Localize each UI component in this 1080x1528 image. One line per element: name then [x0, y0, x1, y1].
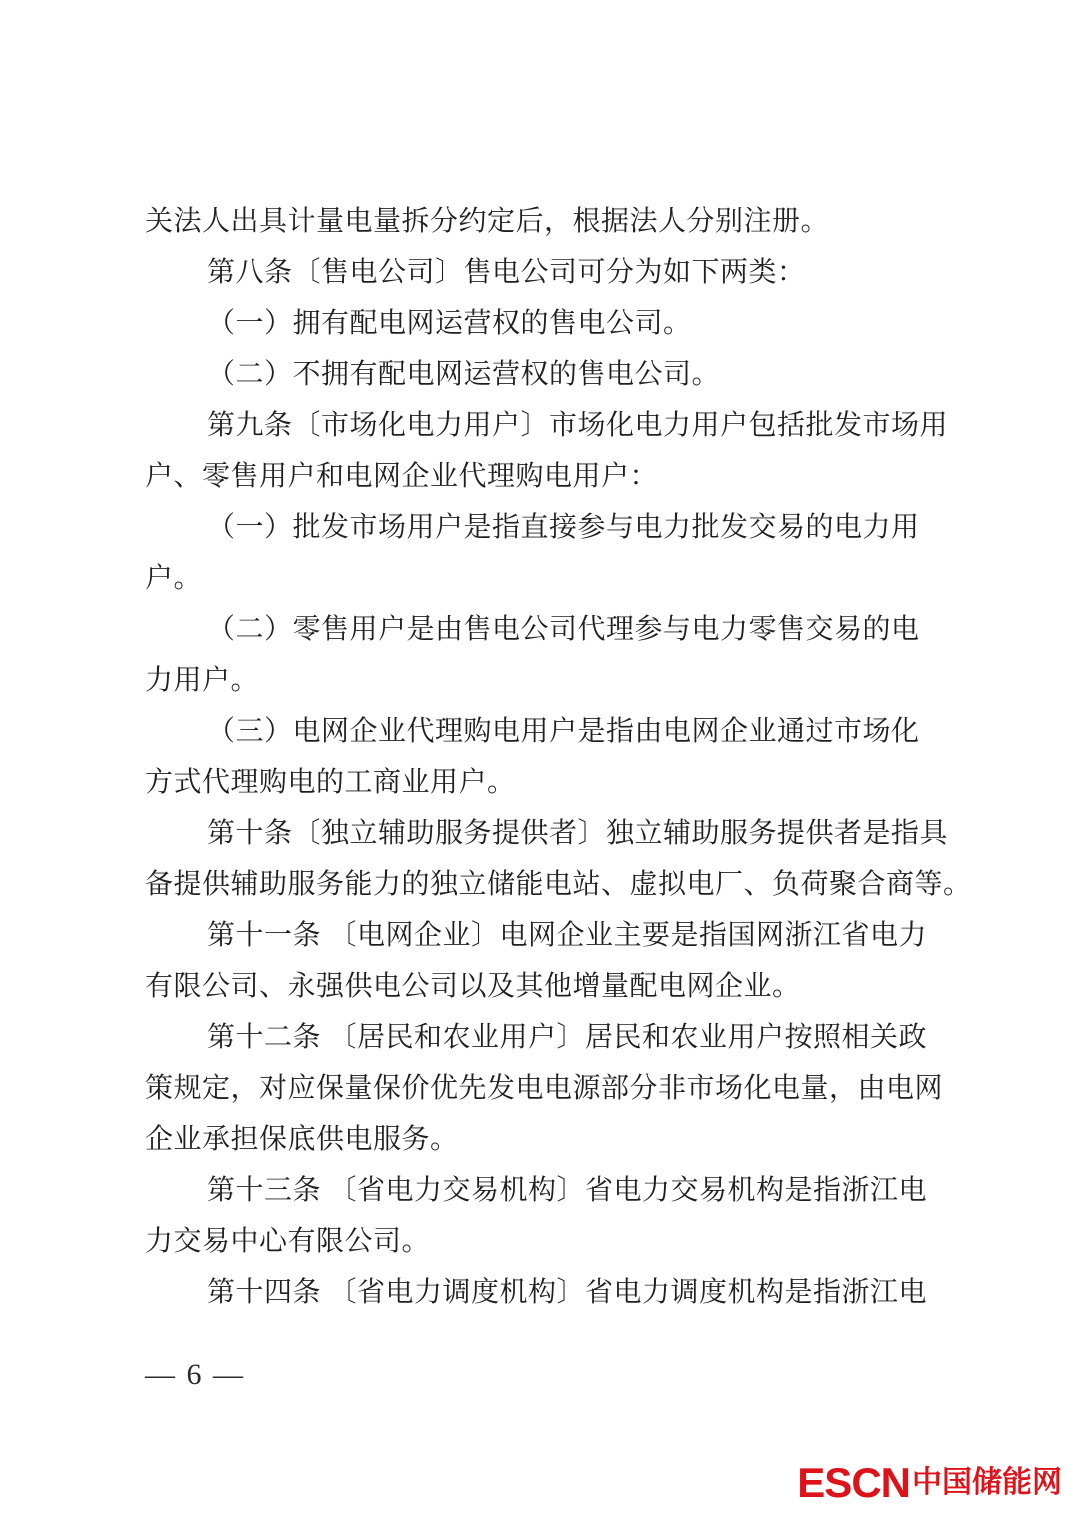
- document-line: （二）不拥有配电网运营权的售电公司。: [207, 359, 721, 390]
- document-line: 第十一条 〔电网企业〕电网企业主要是指国网浙江省电力: [207, 920, 928, 951]
- document-line: 力交易中心有限公司。: [145, 1226, 431, 1257]
- document-line: （一）批发市场用户是指直接参与电力批发交易的电力用: [207, 512, 920, 543]
- document-body: [145, 196, 972, 1318]
- document-line: （三）电网企业代理购电用户是指由电网企业通过市场化: [207, 716, 920, 747]
- document-line: 第十条〔独立辅助服务提供者〕独立辅助服务提供者是指具: [207, 818, 949, 849]
- document-line: （二）零售用户是由售电公司代理参与电力零售交易的电: [207, 614, 920, 645]
- document-line: 第八条〔售电公司〕售电公司可分为如下两类：: [207, 257, 806, 288]
- page-number: — 6 —: [145, 1358, 245, 1391]
- escn-logo: [797, 1459, 1062, 1506]
- document-line: 第十二条 〔居民和农业用户〕居民和农业用户按照相关政: [207, 1022, 928, 1053]
- document-line: 关法人出具计量电量拆分约定后，根据法人分别注册。: [145, 206, 830, 237]
- document-line: （一）拥有配电网运营权的售电公司。: [207, 308, 692, 339]
- document-line: 策规定，对应保量保价优先发电电源部分非市场化电量，由电网: [145, 1073, 944, 1104]
- document-line: 企业承担保底供电服务。: [145, 1124, 459, 1155]
- document-line: 户、零售用户和电网企业代理购电用户：: [145, 461, 659, 492]
- document-line: 第九条〔市场化电力用户〕市场化电力用户包括批发市场用: [207, 410, 949, 441]
- document-line: 第十四条 〔省电力调度机构〕省电力调度机构是指浙江电: [207, 1277, 928, 1308]
- document-line: 第十三条 〔省电力交易机构〕省电力交易机构是指浙江电: [207, 1175, 928, 1206]
- document-line: 备提供辅助服务能力的独立储能电站、虚拟电厂、负荷聚合商等。: [145, 869, 972, 900]
- escn-logo-latin: ESCN: [797, 1459, 910, 1506]
- document-line: 户。: [145, 563, 203, 594]
- escn-logo-chinese: 中国储能网: [912, 1466, 1062, 1499]
- document-line: 有限公司、永强供电公司以及其他增量配电网企业。: [145, 971, 801, 1002]
- document-line: 力用户。: [145, 665, 260, 696]
- document-line: 方式代理购电的工商业用户。: [145, 767, 516, 798]
